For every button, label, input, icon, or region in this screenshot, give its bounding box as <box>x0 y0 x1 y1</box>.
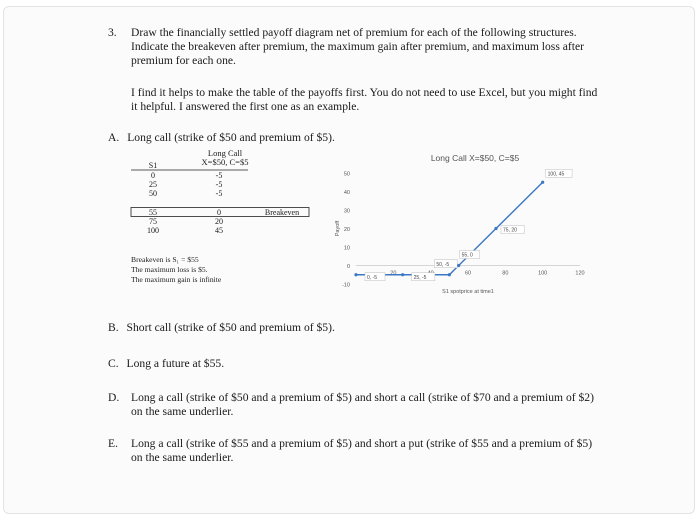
section-c-label: C. <box>108 357 119 370</box>
section-a-text: Long call (strike of $50 and premium of $5). <box>127 131 335 144</box>
breakeven-note: Breakeven is S₁ = $55 <box>131 255 199 264</box>
max-gain-note: The maximum gain is infinite <box>131 275 222 284</box>
table-title: Long Call <box>207 148 243 158</box>
y-tick-label: 20 <box>343 227 350 233</box>
data-label: 55, 0 <box>461 252 473 259</box>
table-cell-payoff: 20 <box>215 217 223 226</box>
table-cell-s1: 100 <box>147 226 159 235</box>
y-tick-label: 30 <box>343 208 350 215</box>
data-point <box>401 273 404 276</box>
data-point <box>457 264 460 267</box>
x-tick-label: 80 <box>502 270 509 277</box>
data-label: 50, -5 <box>436 261 450 268</box>
table-cell-payoff: -5 <box>215 189 223 198</box>
data-point <box>541 181 544 184</box>
chart-title: Long Call X=$50, C=$5 <box>430 153 520 163</box>
table-subtitle: X=$50, C=$5 <box>201 157 249 167</box>
section-a-label: A. <box>108 131 120 144</box>
max-loss-note: The maximum loss is $5. <box>131 265 208 274</box>
table-cell-s1: 75 <box>149 217 157 226</box>
x-tick-label: 60 <box>464 270 472 277</box>
table-cell-payoff: -5 <box>215 180 223 189</box>
x-tick-label: 100 <box>538 270 548 277</box>
question-hint: I find it helps to make the table of the payoffs first. You do not need to use Excel, but you might find it helpful. I answered the first one as an example. <box>131 86 598 113</box>
y-tick-label: 50 <box>343 171 350 178</box>
section-d-text: Long a call (strike of $50 and a premium of $5) and short a call (strike of $70 and a premium of $2) on the same underlier. <box>131 391 594 418</box>
section-e-text: Long a call (strike of $55 and a premium of $5) and short a put (strike of $55 and a premium of $5) on the same underlier. <box>131 437 593 464</box>
y-tick-label: -10 <box>342 282 350 289</box>
question-number: 3. <box>108 26 117 39</box>
section-d-label: D. <box>108 391 120 404</box>
table-cell-payoff: 45 <box>215 226 223 235</box>
table-cell-s1: 0 <box>151 171 155 180</box>
section-c-text: Long a future at $55. <box>126 357 225 370</box>
data-label: 25, -5 <box>413 274 427 281</box>
x-axis-label: S1 spotprice at time1 <box>442 289 494 295</box>
payoff-chart <box>330 145 590 295</box>
table-cell-note: Breakeven <box>264 208 300 217</box>
section-e-label: E. <box>108 437 118 450</box>
data-label: 75, 20 <box>503 227 517 234</box>
y-tick-label: 0 <box>346 264 350 270</box>
table-cell-s1: 25 <box>149 180 157 189</box>
data-point <box>448 273 451 276</box>
data-point <box>354 273 357 276</box>
y-tick-label: 40 <box>343 190 350 196</box>
section-b <box>108 321 335 335</box>
table-cell-s1: 50 <box>149 189 157 198</box>
x-tick-label: 120 <box>575 270 585 277</box>
table-header-s1: S1 <box>148 161 158 170</box>
data-point <box>494 227 497 230</box>
question-text: Draw the financially settled payoff diagram net of premium for each of the following structures. Indicate the breakeven after premium, the maximum gain after premium, and maximum loss after premium for each one. <box>131 26 584 67</box>
data-label: 100, 45 <box>547 171 565 178</box>
x-tick-label: 20 <box>390 270 397 277</box>
table-cell-payoff: 0 <box>217 208 221 217</box>
table-cell-payoff: -5 <box>215 171 223 180</box>
y-tick-label: 10 <box>343 245 350 252</box>
section-c <box>108 357 224 371</box>
section-b-label: B. <box>108 321 119 334</box>
table-cell-s1: 55 <box>149 208 157 217</box>
y-axis-label: Payoff <box>335 220 341 237</box>
section-b-text: Short call (strike of $50 and premium of $5). <box>126 321 335 334</box>
data-label: 0, -5 <box>367 274 378 281</box>
